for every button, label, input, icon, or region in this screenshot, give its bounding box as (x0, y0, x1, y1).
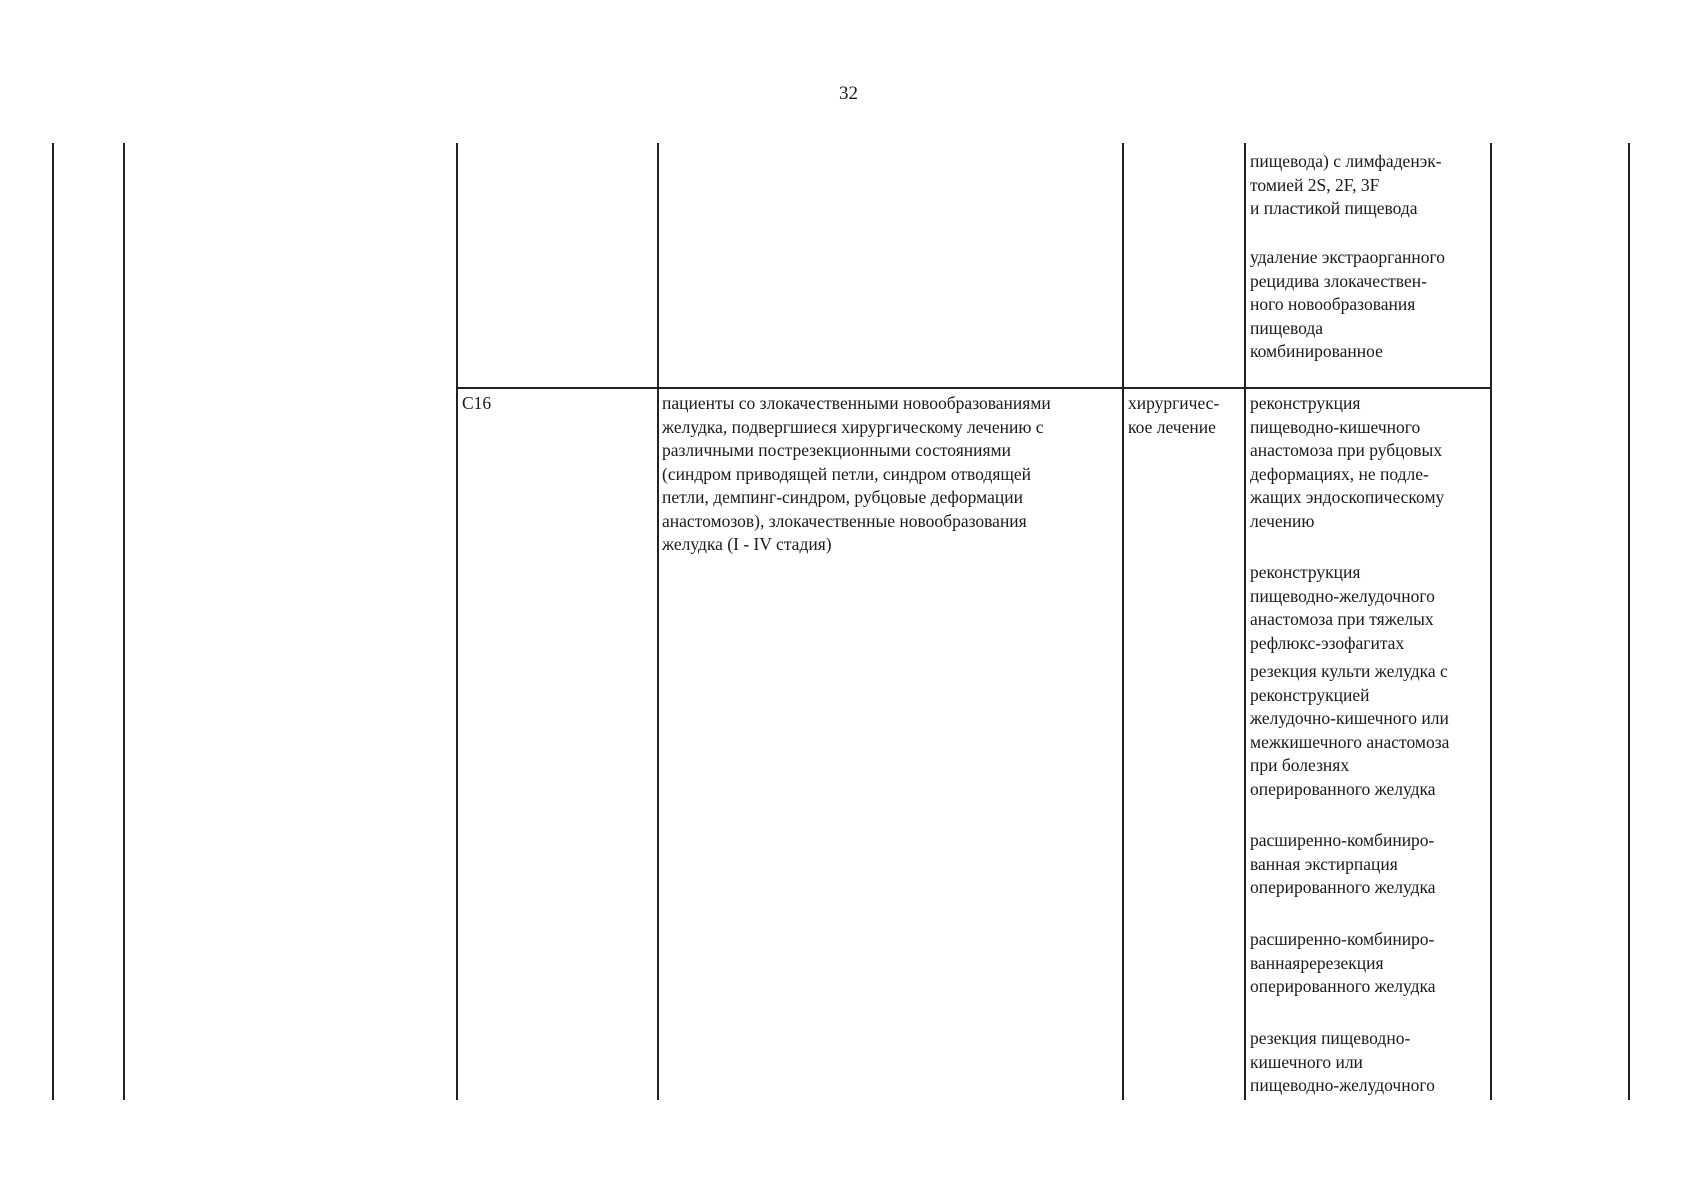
treatment-type-cell: хирургичес- кое лечение (1128, 393, 1220, 437)
column-border-4 (1122, 143, 1124, 1100)
column-border-outer-left (52, 143, 54, 1100)
column-border-1 (123, 143, 125, 1100)
method-text: пищевода) с лимфаденэк- томией 2S, 2F, 3F и пластикой пищевода (1250, 151, 1442, 218)
method-text: расширенно-комбиниро- ванная экстирпация оперированного желудка (1250, 830, 1436, 897)
column-border-3 (657, 143, 659, 1100)
column-border-2 (456, 143, 458, 1100)
column-border-5 (1244, 143, 1246, 1100)
column-border-outer-right (1628, 143, 1630, 1100)
method-text: расширенно-комбиниро- ваннаяререзекция оперированного желудка (1250, 929, 1436, 996)
column-border-6 (1490, 143, 1492, 1100)
page-number: 32 (839, 83, 858, 104)
method-text: резекция культи желудка с реконструкцией желудочно-кишечного или межкишечного анастомоза при болезнях оперированного желудка (1250, 661, 1450, 799)
method-text: резекция пищеводно- кишечного или пищеводно-желудочного (1250, 1028, 1435, 1095)
method-text: реконструкция пищеводно-желудочного анастомоза при тяжелых рефлюкс-эзофагитах (1250, 562, 1435, 653)
patient-model-cell: пациенты со злокачественными новообразованиями желудка, подвергшиеся хирургическому лечению с различными пострезекционными состояниями (синдром приводящей петли, синдром отводящей петли, демпинг-синдром, рубцовые деформации анастомозов), злокачественные новообразования желудка (I - IV стадия) (662, 393, 1051, 554)
row-separator (456, 387, 1492, 389)
code-cell: C16 (462, 393, 492, 413)
method-text: удаление экстраорганного рецидива злокачествен- ного новообразования пищевода комбинированное (1250, 247, 1445, 361)
method-text: реконструкция пищеводно-кишечного анастомоза при рубцовых деформациях, не подле- жащих эндоскопическому лечению (1250, 393, 1445, 531)
